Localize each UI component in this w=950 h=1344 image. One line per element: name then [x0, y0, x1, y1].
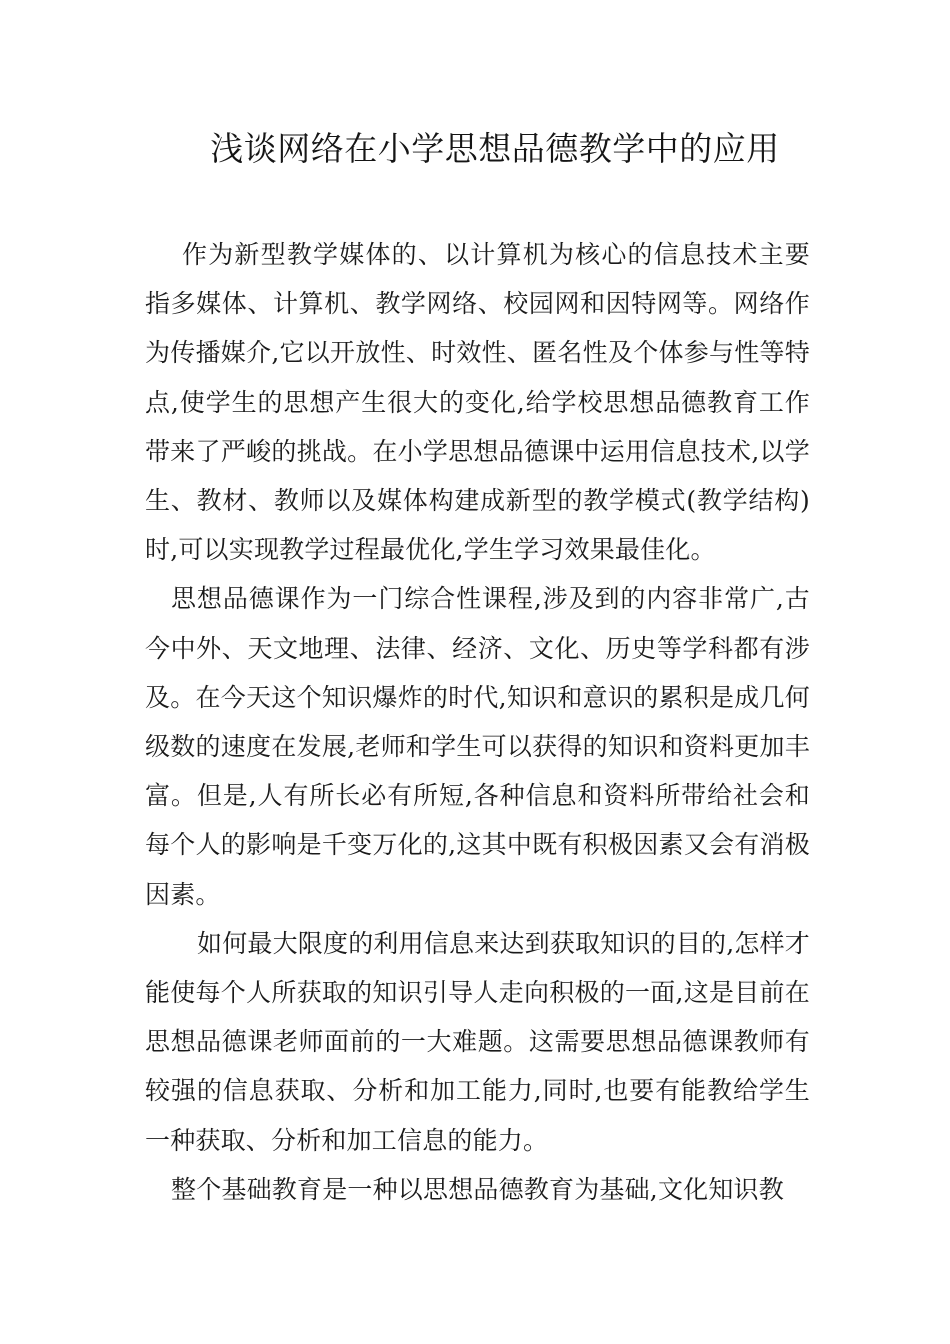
paragraph-1: 作为新型教学媒体的、以计算机为核心的信息技术主要指多媒体、计算机、教学网络、校园网和因特网等。网络作为传播媒介,它以开放性、时效性、匿名性及个体参与性等特点,使学生的思想产生很大的变化,给学校思想品德教育工作带来了严峻的挑战。在小学思想品德课中运用信息技术,以学生、教材、教师以及媒体构建成新型的教学模式(教学结构)时,可以实现教学过程最优化,学生学习效果最佳化。 [145, 240, 810, 565]
paragraph-3: 如何最大限度的利用信息来达到获取知识的目的,怎样才能使每个人所获取的知识引导人走向积极的一面,这是目前在思想品德课老师面前的一大难题。这需要思想品德课教师有较强的信息获取、分析和加工能力,同时,也要有能教给学生一种获取、分析和加工信息的能力。 [145, 928, 810, 1155]
document-body [145, 230, 810, 1214]
paragraph-4: 整个基础教育是一种以思想品德教育为基础,文化知识教 [171, 1174, 784, 1204]
document-title: 浅谈网络在小学思想品德教学中的应用 [210, 129, 780, 168]
paragraph-2: 思想品德课作为一门综合性课程,涉及到的内容非常广,古今中外、天文地理、法律、经济、文化、历史等学科都有涉及。在今天这个知识爆炸的时代,知识和意识的累积是成几何级数的速度在发展,老师和学生可以获得的知识和资料更加丰富。但是,人有所长必有所短,各种信息和资料所带给社会和每个人的影响是千变万化的,这其中既有积极因素又会有消极因素。 [145, 584, 810, 909]
